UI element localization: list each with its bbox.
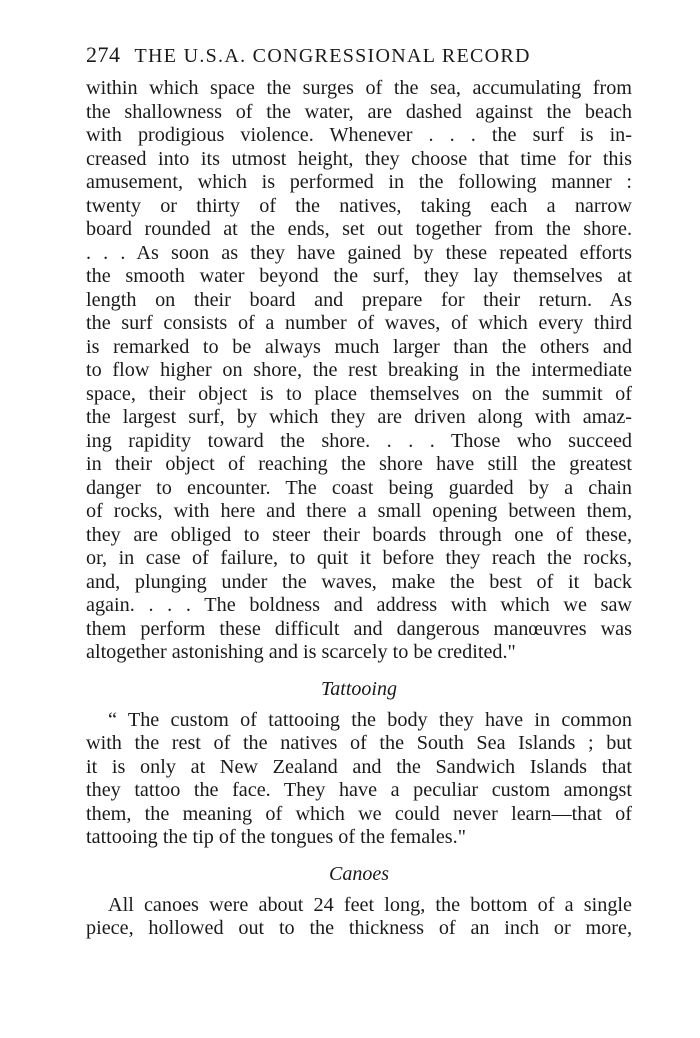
surfing-paragraph [86,77,632,665]
running-title: THE U.S.A. CONGRESSIONAL RECORD [134,45,531,67]
text-line: of rocks, with here and there a small opening between them, [86,500,632,522]
text-line: they are obliged to steer their boards through one of these, [86,523,632,546]
text-line: with prodigious violence. Whenever . . . the surf is in- [86,124,632,146]
text-line: twenty or thirty of the natives, taking each a narrow [86,194,632,217]
text-line: again. . . . The boldness and address with which we saw [86,594,632,616]
text-line: the largest surf, by which they are driven along with amaz- [86,406,632,428]
text-line: the smooth water beyond the surf, they lay themselves at [86,265,632,287]
tattooing-section [86,677,632,850]
text-line: space, their object is to place themselves on the summit of [86,382,632,405]
text-line: with the rest of the natives of the South Sea Islands ; but [86,732,632,754]
text-line: the shallowness of the water, are dashed against the beach [86,100,632,123]
text-line: to flow higher on shore, the rest breaking in the intermediate [86,359,632,381]
text-line: it is only at New Zealand and the Sandwich Islands that [86,755,632,778]
text-line: and, plunging under the waves, make the best of it back [86,570,632,593]
text-line: amusement, which is performed in the following manner : [86,171,632,193]
text-line: ing rapidity toward the shore. . . . Those who succeed [86,429,632,452]
text-line: length on their board and prepare for their return. As [86,288,632,311]
text-line: or, in case of failure, to quit it before they reach the rocks, [86,547,632,569]
text-line: creased into its utmost height, they choose that time for this [86,147,632,170]
canoes-section [86,862,632,941]
section-heading-canoes: Canoes [329,862,389,885]
text-line: them, the meaning of which we could never learn—that of [86,802,632,825]
text-line: they tattoo the face. They have a peculiar custom amongst [86,779,632,801]
text-line: danger to encounter. The coast being guarded by a chain [86,476,632,499]
text-line: piece, hollowed out to the thickness of an inch or more, [86,917,632,939]
text-line: . . . As soon as they have gained by these repeated efforts [86,241,632,264]
section-heading-tattooing: Tattooing [321,677,397,700]
text-line: tattooing the tip of the tongues of the females." [86,826,466,848]
text-line: “ The custom of tattooing the body they have in common [108,708,632,731]
text-line: them perform these difficult and dangerous manœuvres was [86,617,632,640]
text-line: All canoes were about 24 feet long, the bottom of a single [108,893,632,916]
text-line: the surf consists of a number of waves, of which every third [86,312,632,334]
text-line: within which space the surges of the sea, accumulating from [86,77,632,99]
text-line: in their object of reaching the shore have still the greatest [86,453,632,475]
text-line: board rounded at the ends, set out together from the shore. [86,218,632,240]
page-number: 274 [86,42,121,67]
text-line: altogether astonishing and is scarcely to be credited." [86,641,516,663]
running-head [86,40,632,71]
text-line: is remarked to be always much larger than the others and [86,335,632,358]
book-page [86,40,632,941]
